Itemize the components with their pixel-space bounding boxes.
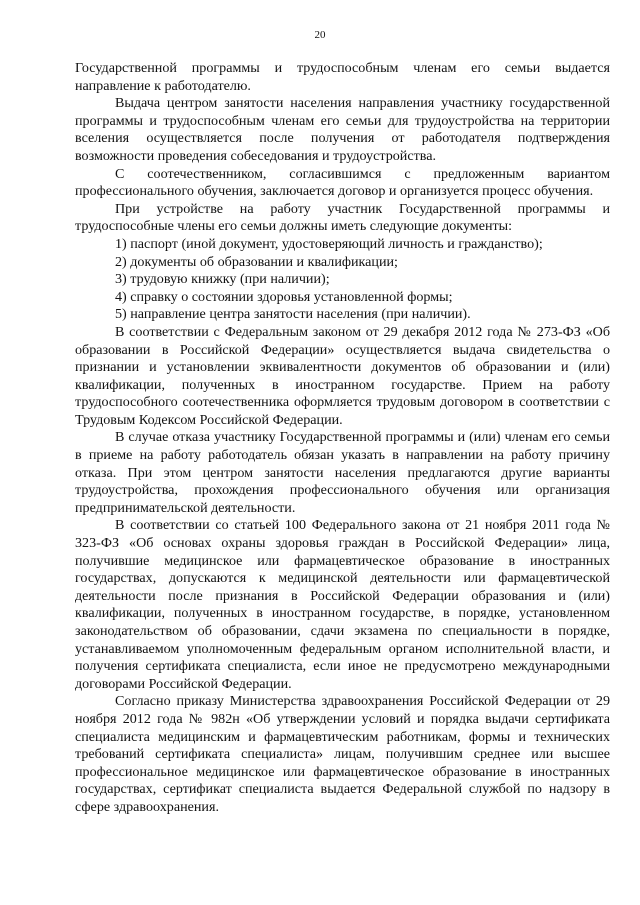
paragraph-education-law: В соответствии с Федеральным законом от 29 декабря 2012 года № 273-ФЗ «Об образовании в Российской Федерации» осуществляется выдача свидетельства о признании и установлении эквивалентности документов об образовании и (или) квалификации, полученных в иностранном государстве. Прием на работу трудоспособного соотечественника оформляется трудовым договором в соответствии с Трудовым Кодексом Российской Федерации. — [75, 323, 610, 428]
list-item: 3) трудовую книжку (при наличии); — [115, 271, 330, 288]
paragraph-health-law: В соответствии со статьей 100 Федерального закона от 21 ноября 2011 года № 323-ФЗ «Об основах охраны здоровья граждан в Российской Федерации» лица, получившие медицинское или фармацевтическое образование в иностранных государствах, допускаются к медицинской деятельности или фармацевтической деятельности после признания в Российской Федерации образования и (или) квалификации, полученных в иностранном государстве, в порядке, установленном законодательством об образовании, сдачи экзамена по специальности в порядке, устанавливаемом уполномоченным федеральным органом исполнительной власти, и получения сертификата специалиста, если иное не предусмотрено международными договорами Российской Федерации. — [75, 517, 610, 692]
paragraph-specialist-certificate: Согласно приказу Министерства здравоохранения Российской Федерации от 29 ноября 2012 года № 982н «Об утверждении условий и порядка выдачи сертификата специалиста медицинским и фармацевтическим работникам, формы и технических требований сертификата специалиста» лицам, получившим среднее или высшее профессиональное медицинское или фармацевтическое образование в иностранных государствах, сертификат специалиста выдается Федеральной службой по надзору в сфере здравоохранения. — [75, 693, 610, 815]
page-number: 20 — [314, 29, 326, 41]
list-item: 2) документы об образовании и квалификации; — [115, 253, 398, 270]
list-item: 5) направление центра занятости населения (при наличии). — [115, 306, 471, 323]
documents-list — [75, 236, 610, 324]
paragraph-referral-issuance: Выдача центром занятости населения направления участнику государственной программы и трудоспособным членам его семьи для трудоустройства на территории вселения осуществляется после получения от работодателя подтверждения возможности проведения собеседования и трудоустройства. — [75, 95, 610, 164]
paragraph-training-contract: С соотечественником, согласившимся с предложенным вариантом профессионального обучения, заключается договор и организуется процесс обучения. — [75, 165, 610, 200]
list-item: 1) паспорт (иной документ, удостоверяющий личность и гражданство); — [115, 235, 543, 252]
paragraph-refusal: В случае отказа участнику Государственной программы и (или) членам его семьи в приеме на работу работодатель обязан указать в направлении на работу причину отказа. При этом центром занятости населения предлагаются другие варианты трудоустройства, прохождения профессионального обучения или организация предпринимательской деятельности. — [75, 429, 610, 516]
list-item: 4) справку о состоянии здоровья установленной формы; — [115, 288, 453, 305]
paragraph-referral-continued: Государственной программы и трудоспособным членам его семьи выдается направление к работодателю. — [75, 60, 610, 94]
document-body — [75, 60, 610, 817]
paragraph-required-documents: При устройстве на работу участник Государственной программы и трудоспособные члены его семьи должны иметь следующие документы: — [75, 200, 610, 235]
